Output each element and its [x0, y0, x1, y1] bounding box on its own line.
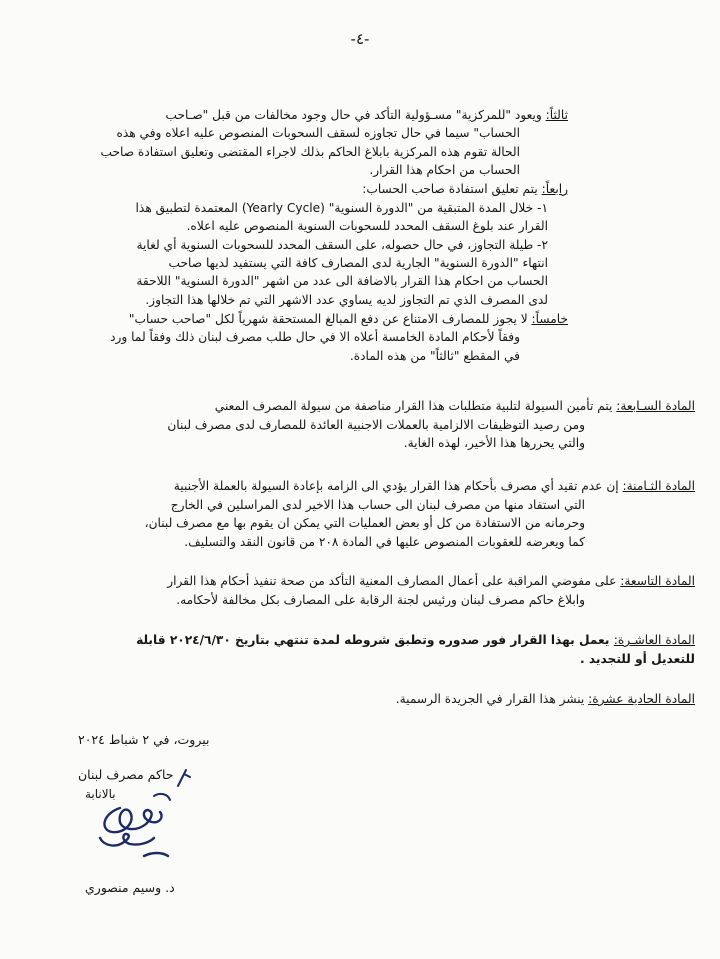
line-26 [396, 690, 695, 708]
line-9: انتهاء "الدورة السنوية" الجارية لدى المصارف كافة التي يستفيد لديها صاحب [168, 256, 548, 270]
line-10: الحساب من احكام هذا القرار بالاضافة الى عدد من اشهر "الدورة السنوية" اللاحقة [136, 274, 548, 288]
line-text: لا يجوز للمصارف الامتناع عن دفع المبالغ المستحقة شهرياً لكل "صاحب حساب" [128, 312, 532, 326]
line-14: في المقطع "ثالثاً" من هذه المادة. [349, 349, 520, 363]
line-4: الحساب من احكام هذا القرار. [369, 163, 520, 177]
line-text: على مفوضي المراقبة على أعمال المصارف المعنية التأكد من صحة تنفيذ أحكام هذا القرار [167, 574, 621, 588]
line-text: يتم تأمين السيولة لتلبية متطلبات هذا القرار مناصفة من سيولة المصرف المعني [214, 399, 617, 413]
line-1 [166, 106, 568, 124]
line-text: ينشر هذا القرار في الجريدة الرسمية. [395, 692, 589, 706]
line-11: لدى المصرف الذي تم التجاوز لديه يساوي عدد الاشهر التي تم خلالها هذا التجاوز. [145, 293, 548, 307]
line-text: يتم تعليق استفادة صاحب الحساب: [362, 182, 542, 196]
line-2: الحساب" سيما في حال تجاوزه لسقف السحوبات المنصوص عليه اعلاه وفي هذه [116, 126, 520, 140]
line-3: الحالة تقوم هذه المركزية بابلاغ الحاكم بذلك لاجراء المقتضى وتعليق استفادة صاحب [100, 145, 520, 159]
line-17: والتي يحررها هذا الأخير، لهذه الغاية. [403, 436, 585, 450]
clause-heading-fourth: رابعاً: [541, 182, 568, 196]
article-11-heading: المادة الحادية عشرة: [588, 692, 695, 706]
line-text: ويعود "للمركزية" مسـؤولية التأكد في حال وجود مخالفات من قبل "صـاحب [165, 108, 546, 122]
line-19: التي استفاد منها من مصرف لبنان الى حساب هذا الاخير لدى المراسلين في الخارج [170, 498, 585, 512]
line-16: ومن رصيد التوظيفات الالزامية بالعملات الاجنبية العائدة للمصارف لدى مصرف لبنان [167, 418, 585, 432]
line-7: القرار عند بلوغ السقف المحدد للسحوبات السنوية المنصوص عليه اعلاه. [186, 219, 548, 233]
line-21: كما ويعرضه للعقوبات المنصوص عليها في المادة ٢٠٨ من قانون النقد والتسليف. [184, 535, 585, 549]
governor-title: حاكم مصرف لبنان [78, 767, 174, 782]
line-6: ١- خلال المدة المتبقية من "الدورة السنوية" (Yearly Cycle) المعتمدة لتطبيق هذا [135, 201, 548, 215]
article-10-heading: المادة العاشـرة: [613, 633, 695, 647]
clause-heading-third: ثالثاً: [545, 108, 568, 122]
article-7-heading: المادة السـابعة: [616, 399, 695, 413]
line-22 [167, 572, 695, 590]
line-5 [362, 180, 568, 198]
line-24 [136, 631, 695, 649]
line-text: إن عدم تقيد أي مصرف بأحكام هذا القرار يؤدي الى الزامه بإعادة السيولة بالعملة الأجنبية [173, 479, 623, 493]
line-23: وابلاغ حاكم مصرف لبنان ورئيس لجنة الرقابة على المصارف بكل مخالفة لأحكامه. [176, 593, 585, 607]
line-20: وحرمانه من الاستفادة من كل أو بعض العمليات التي يمكن ان يقوم بها مع مصرف لبنان، [144, 516, 585, 530]
line-15 [215, 397, 695, 415]
page-number: -٤- [350, 30, 370, 48]
article-8-heading: المادة الثـامنة: [622, 479, 695, 493]
line-18 [174, 477, 695, 495]
signatory-name: د. وسيم منصوري [85, 880, 175, 895]
acting-label: بالانابة [85, 787, 116, 801]
line-text: يعمل بهذا القرار فور صدوره وتطبق شروطه لمدة تنتهي بتاريخ ٢٠٢٤/٦/٣٠ قابلة [136, 633, 614, 647]
clause-heading-fifth: خامساً: [531, 312, 568, 326]
line-13: وفقاً لأحكام المادة الخامسة أعلاه الا في حال طلب مصرف لبنان ذلك وفقاً لما ورد [110, 330, 520, 344]
date-line: بيروت، في ٢ شباط ٢٠٢٤ [78, 732, 210, 747]
line-8: ٢- طيلة التجاوز، في حال حصوله، على السقف المحدد للسحوبات السنوية أي لغاية [136, 238, 548, 252]
line-25: للتعديل أو للتجديد . [580, 652, 695, 666]
handwritten-signature [90, 768, 200, 868]
article-9-heading: المادة التاسعة: [620, 574, 695, 588]
line-12 [129, 310, 568, 328]
